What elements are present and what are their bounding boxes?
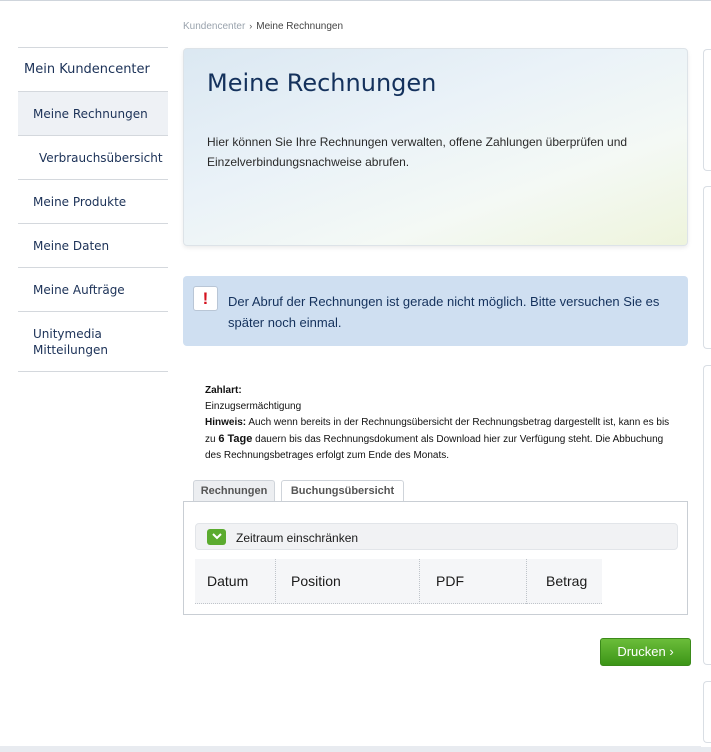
column-header-betrag[interactable]: Betrag bbox=[546, 573, 588, 589]
column-header-position[interactable]: Position bbox=[291, 573, 341, 589]
sidebar-item-rechnungen[interactable]: Meine Rechnungen bbox=[18, 92, 168, 136]
timeframe-filter-toggle[interactable] bbox=[195, 523, 678, 550]
column-header-pdf[interactable]: PDF bbox=[436, 573, 464, 589]
breadcrumb bbox=[183, 21, 343, 32]
breadcrumb-separator-icon: › bbox=[249, 21, 253, 31]
chevron-down-icon bbox=[207, 529, 226, 545]
column-header-datum[interactable]: Datum bbox=[207, 573, 249, 589]
timeframe-filter-label: Zeitraum einschränken bbox=[236, 531, 359, 545]
column-divider bbox=[526, 559, 527, 604]
payment-method-label: Zahlart: bbox=[205, 385, 242, 396]
page-title: Meine Rechnungen bbox=[207, 69, 437, 97]
exclamation-icon: ! bbox=[193, 286, 218, 311]
payment-info bbox=[205, 383, 670, 464]
header-bottom-divider bbox=[195, 603, 602, 604]
payment-method-value: Einzugsermächtigung bbox=[205, 401, 302, 412]
sidebar-item-mitteilungen[interactable]: Unitymedia Mitteilungen bbox=[18, 312, 168, 372]
sidebar-item-daten[interactable]: Meine Daten bbox=[18, 224, 168, 268]
side-card bbox=[703, 681, 711, 743]
hero-panel bbox=[183, 48, 688, 246]
sidebar-nav bbox=[18, 47, 168, 372]
column-divider bbox=[275, 559, 276, 604]
error-alert bbox=[183, 276, 688, 346]
alert-message: Der Abruf der Rechnungen ist gerade nicht möglich. Bitte versuchen Sie es später noch einmal. bbox=[228, 294, 660, 330]
side-card bbox=[703, 49, 711, 171]
breadcrumb-home-link[interactable]: Kundencenter bbox=[183, 21, 246, 32]
tab-buchungsuebersicht[interactable]: Buchungsübersicht bbox=[281, 480, 404, 503]
right-sidebar-edge bbox=[701, 1, 711, 747]
note-text-1: Auch wenn bereits in der Rechnungsübersicht der Rechnungsbetrag dargestellt ist, kann es bis zu bbox=[205, 417, 670, 445]
breadcrumb-current: Meine Rechnungen bbox=[256, 21, 344, 32]
column-divider bbox=[419, 559, 420, 604]
note-text-2: dauern bis das Rechnungsdokument als Download hier zur Verfügung steht. Die Abbuchung des Rechnungsbetrages erfolgt zum Ende des Monats. bbox=[205, 434, 664, 461]
table-header bbox=[195, 559, 602, 604]
note-label: Hinweis: bbox=[205, 417, 247, 428]
note-highlight: 6 Tage bbox=[218, 433, 253, 445]
sidebar-item-auftraege[interactable]: Meine Aufträge bbox=[18, 268, 168, 312]
sidebar-item-kundencenter[interactable]: Mein Kundencenter bbox=[18, 48, 168, 92]
side-card bbox=[703, 365, 711, 665]
side-card bbox=[703, 186, 711, 349]
tab-panel bbox=[183, 501, 688, 615]
sidebar-item-produkte[interactable]: Meine Produkte bbox=[18, 180, 168, 224]
tab-rechnungen[interactable]: Rechnungen bbox=[193, 480, 275, 502]
sidebar-item-verbrauchsuebersicht[interactable]: Verbrauchsübersicht bbox=[18, 136, 168, 180]
print-button[interactable]: Drucken › bbox=[600, 638, 691, 666]
hero-description: Hier können Sie Ihre Rechnungen verwalten, offene Zahlungen überprüfen und Einzelverbindungsnachweise abrufen. bbox=[207, 135, 628, 169]
payment-note bbox=[205, 415, 670, 464]
